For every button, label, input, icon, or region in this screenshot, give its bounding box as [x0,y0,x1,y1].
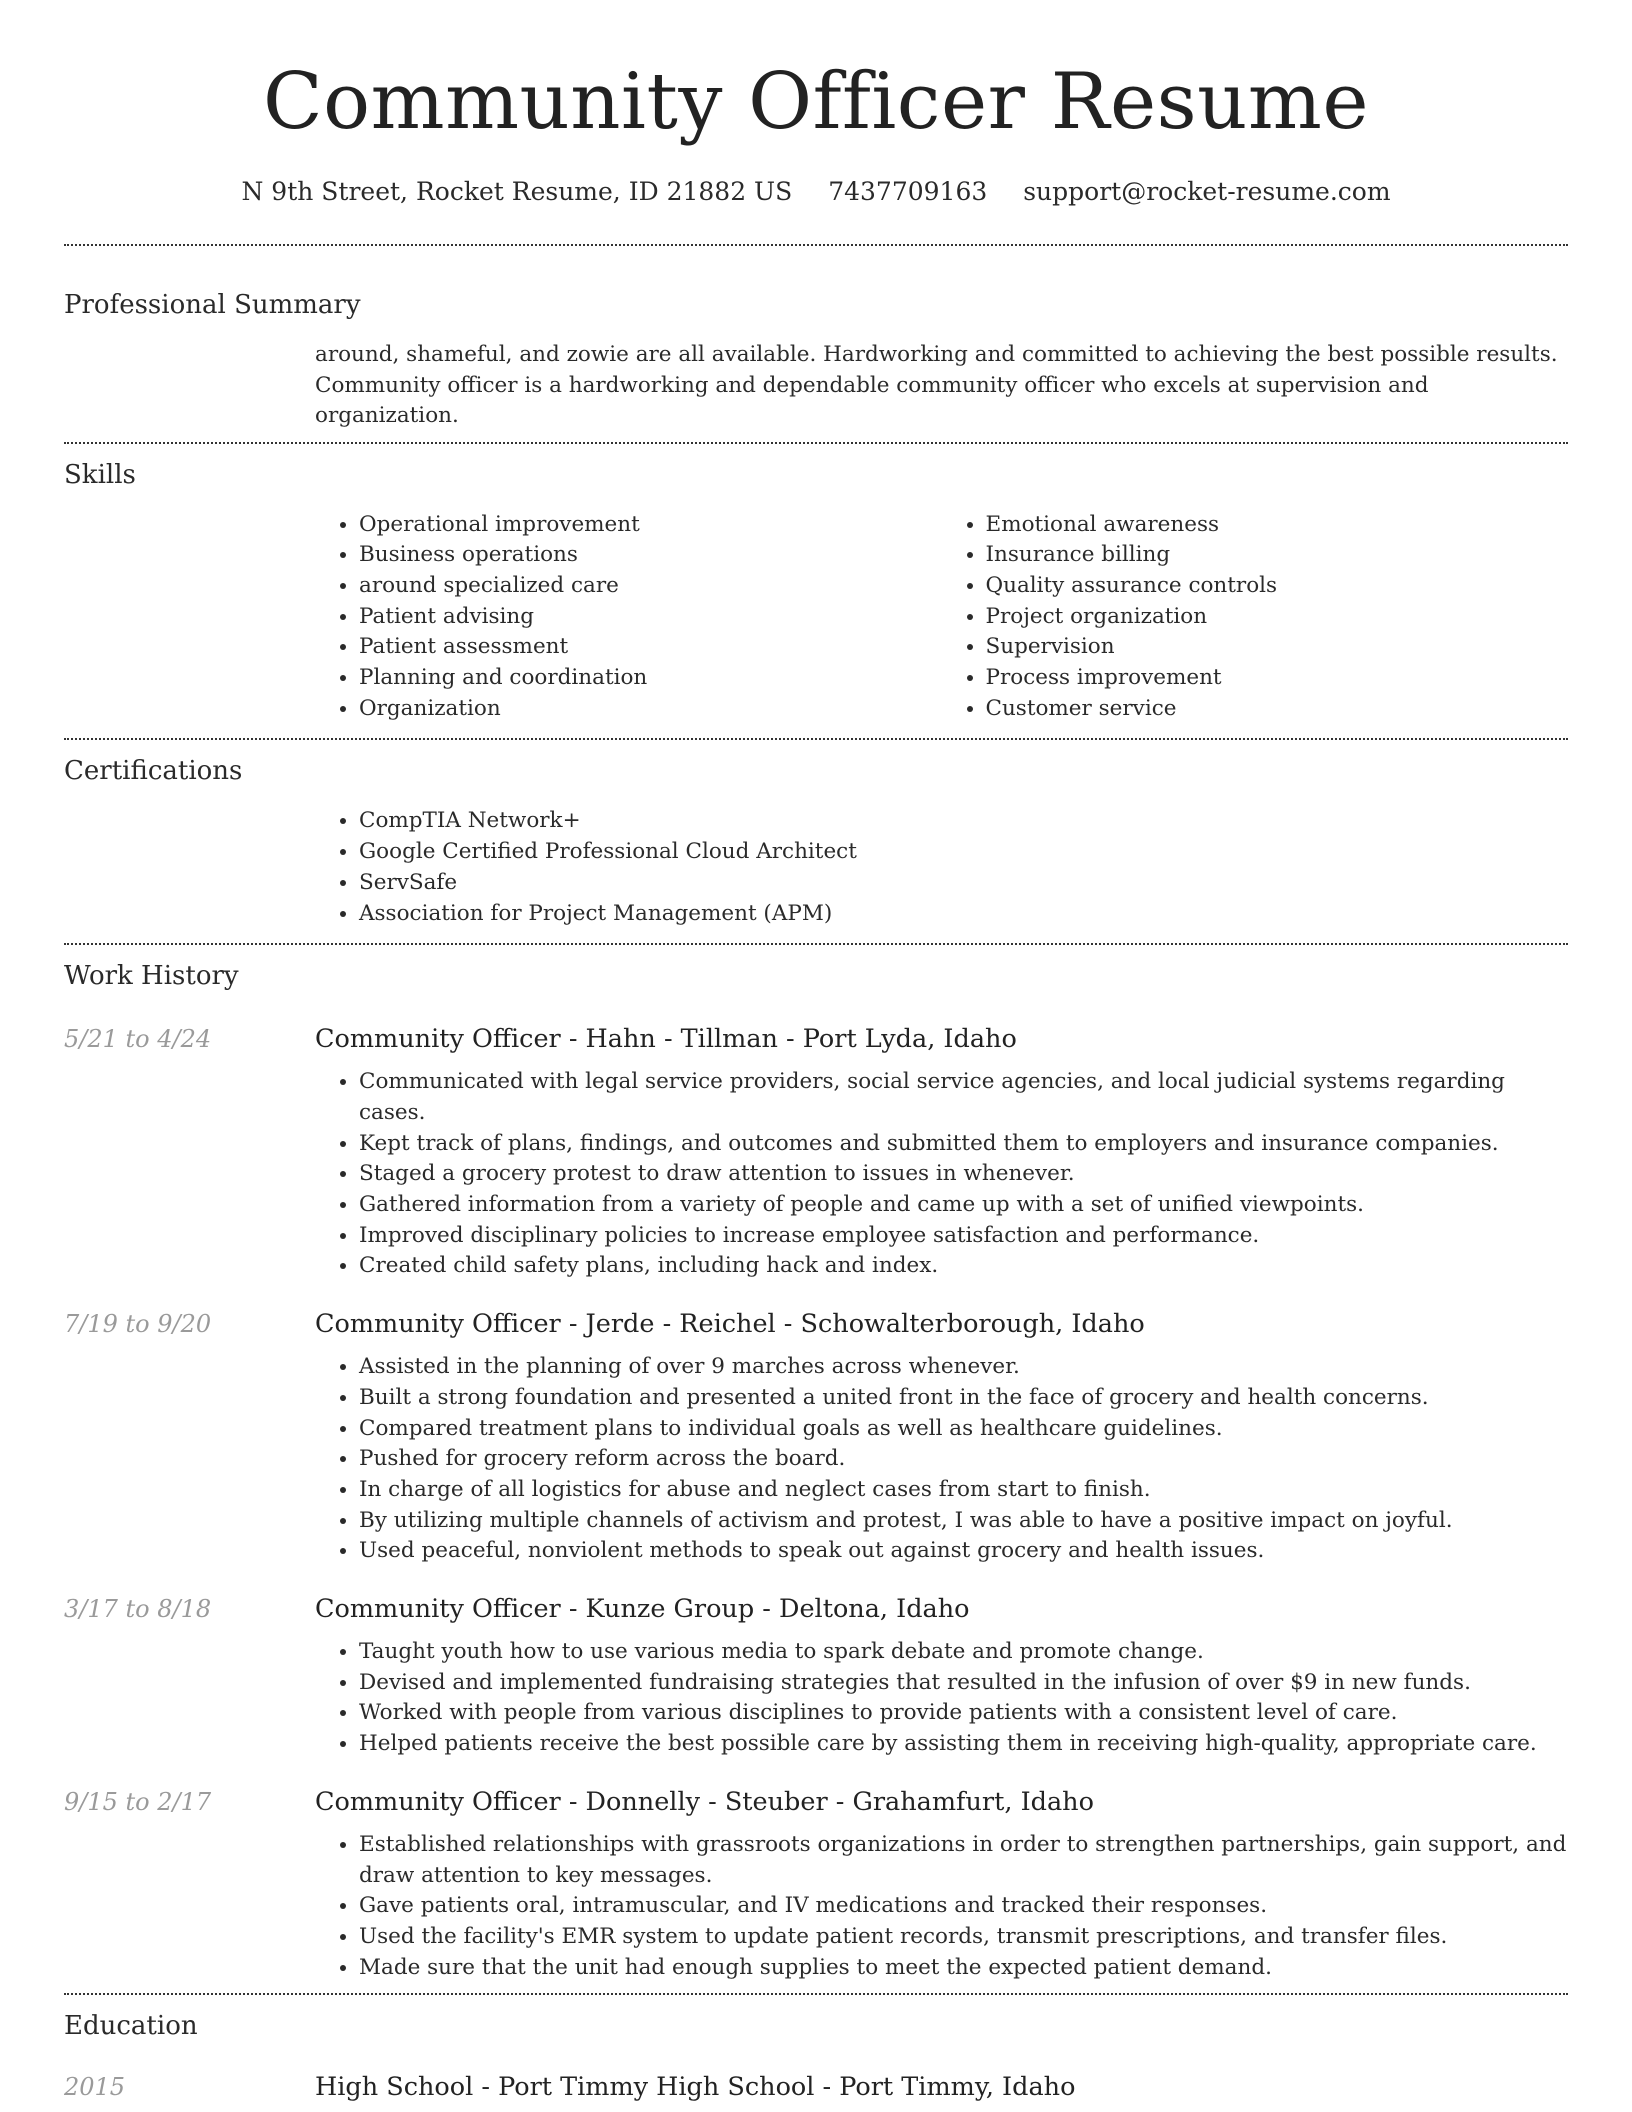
work-list [64,1019,1568,1993]
job-entry [64,1019,1568,1282]
education-heading: Education [64,2011,198,2042]
job-title: Community Officer - Jerde - Reichel - Schowalterborough, Idaho [315,1309,1145,1340]
job-bullet: • Used the facility's EMR system to update patient records, transmit prescriptions, and transfer files. [359,1922,1568,1953]
job-bullet: • In charge of all logistics for abuse and neglect cases from start to finish. [359,1475,1568,1506]
skill-item: • Patient advising [359,602,942,633]
skill-item: • Emotional awareness [986,510,1569,541]
job-bullet: • Established relationships with grassroots organizations in order to strengthen partnerships, gain support, and draw attention to key messages. [359,1830,1568,1891]
skill-item: • Patient assessment [359,632,942,663]
job-date: 9/15 to 2/17 [64,1787,212,1816]
skill-item: • Supervision [986,632,1569,663]
job-entry [64,1782,1568,1994]
certifications-list [315,806,1568,943]
resume-title: Community Officer Resume [262,57,1370,147]
education-entry [64,2067,1568,2107]
job-bullet: • Compared treatment plans to individual goals as well as healthcare guidelines. [359,1414,1568,1445]
certification-item: • ServSafe [359,868,1568,899]
work-heading: Work History [64,961,239,992]
job-bullet: • By utilizing multiple channels of activism and protest, I was able to have a positive impact on joyful. [359,1506,1568,1537]
job-bullet: • Helped patients receive the best possible care by assisting them in receiving high-quality, appropriate care. [359,1729,1568,1760]
job-bullets [315,1637,1568,1760]
skill-item: • Project organization [986,602,1569,633]
contact-phone: 7437709163 [828,177,988,206]
skill-item: • Organization [359,694,942,725]
skills-column-left [315,510,942,725]
education-list [64,2067,1568,2107]
job-bullet: • Gathered information from a variety of people and came up with a set of unified viewpoints. [359,1190,1568,1221]
certification-item: • Association for Project Management (APM) [359,899,1568,930]
skill-item: • Operational improvement [359,510,942,541]
skill-item: • Process improvement [986,663,1569,694]
job-entry [64,1304,1568,1567]
job-bullets [315,1352,1568,1567]
job-entry [64,1589,1568,1760]
summary-line: around, shameful, and zowie are all available. Hardworking and committed to achieving the best possible results. [315,342,1558,367]
job-title: Community Officer - Donnelly - Steuber - Grahamfurt, Idaho [315,1786,1094,1817]
job-bullets [315,1067,1568,1282]
skill-item: • Quality assurance controls [986,571,1569,602]
summary-section [64,246,1568,442]
job-bullet: • Gave patients oral, intramuscular, and IV medications and tracked their responses. [359,1891,1568,1922]
certification-item: • CompTIA Network+ [359,806,1568,837]
job-date: 3/17 to 8/18 [64,1595,212,1624]
certifications-section [64,740,1568,943]
education-date: 2015 [64,2073,126,2102]
job-bullet: • Created child safety plans, including hack and index. [359,1251,1568,1282]
skills-grid [315,510,1568,739]
job-bullet: • Built a strong foundation and presented a united front in the face of grocery and health concerns. [359,1383,1568,1414]
job-bullet: • Assisted in the planning of over 9 marches across whenever. [359,1352,1568,1383]
skill-item: • Customer service [986,694,1569,725]
job-date: 5/21 to 4/24 [64,1025,212,1054]
skills-column-right [942,510,1569,725]
job-bullet: • Communicated with legal service providers, social service agencies, and local judicial systems regarding cases. [359,1067,1568,1128]
contact-email: support@rocket-resume.com [1023,177,1391,206]
certification-item: • Google Certified Professional Cloud Architect [359,837,1568,868]
education-section [64,1995,1568,2107]
certifications-heading: Certifications [64,756,243,787]
job-bullet: • Used peaceful, nonviolent methods to speak out against grocery and health issues. [359,1536,1568,1567]
job-bullet: • Devised and implemented fundraising strategies that resulted in the infusion of over $9 in new funds. [359,1668,1568,1699]
job-bullet: • Staged a grocery protest to draw attention to issues in whenever. [359,1159,1568,1190]
skill-item: • Insurance billing [986,540,1569,571]
skill-item: • Business operations [359,540,942,571]
skill-item: • Planning and coordination [359,663,942,694]
contact-address: N 9th Street, Rocket Resume, ID 21882 US [241,177,793,206]
job-title: Community Officer - Hahn - Tillman - Port Lyda, Idaho [315,1024,1017,1055]
job-bullet: • Improved disciplinary policies to increase employee satisfaction and performance. [359,1221,1568,1252]
job-date: 7/19 to 9/20 [64,1310,212,1339]
work-section [64,945,1568,1993]
summary-heading: Professional Summary [64,290,361,320]
summary-text [315,340,1568,442]
job-bullet: • Worked with people from various disciplines to provide patients with a consistent level of care. [359,1698,1568,1729]
skills-heading: Skills [64,459,136,490]
education-title: High School - Port Timmy High School - Port Timmy, Idaho [315,2072,1076,2103]
job-bullet: • Pushed for grocery reform across the board. [359,1444,1568,1475]
job-bullet: • Kept track of plans, findings, and outcomes and submitted them to employers and insurance companies. [359,1129,1568,1160]
job-bullet: • Made sure that the unit had enough supplies to meet the expected patient demand. [359,1953,1568,1984]
job-bullet: • Taught youth how to use various media to spark debate and promote change. [359,1637,1568,1668]
skill-item: • around specialized care [359,571,942,602]
job-bullets [315,1830,1568,1994]
contact-line [64,176,1568,208]
job-title: Community Officer - Kunze Group - Deltona, Idaho [315,1594,970,1625]
summary-line: Community officer is a hardworking and dependable community officer who excels at supervision and organization. [315,372,1429,428]
skills-section [64,444,1568,739]
